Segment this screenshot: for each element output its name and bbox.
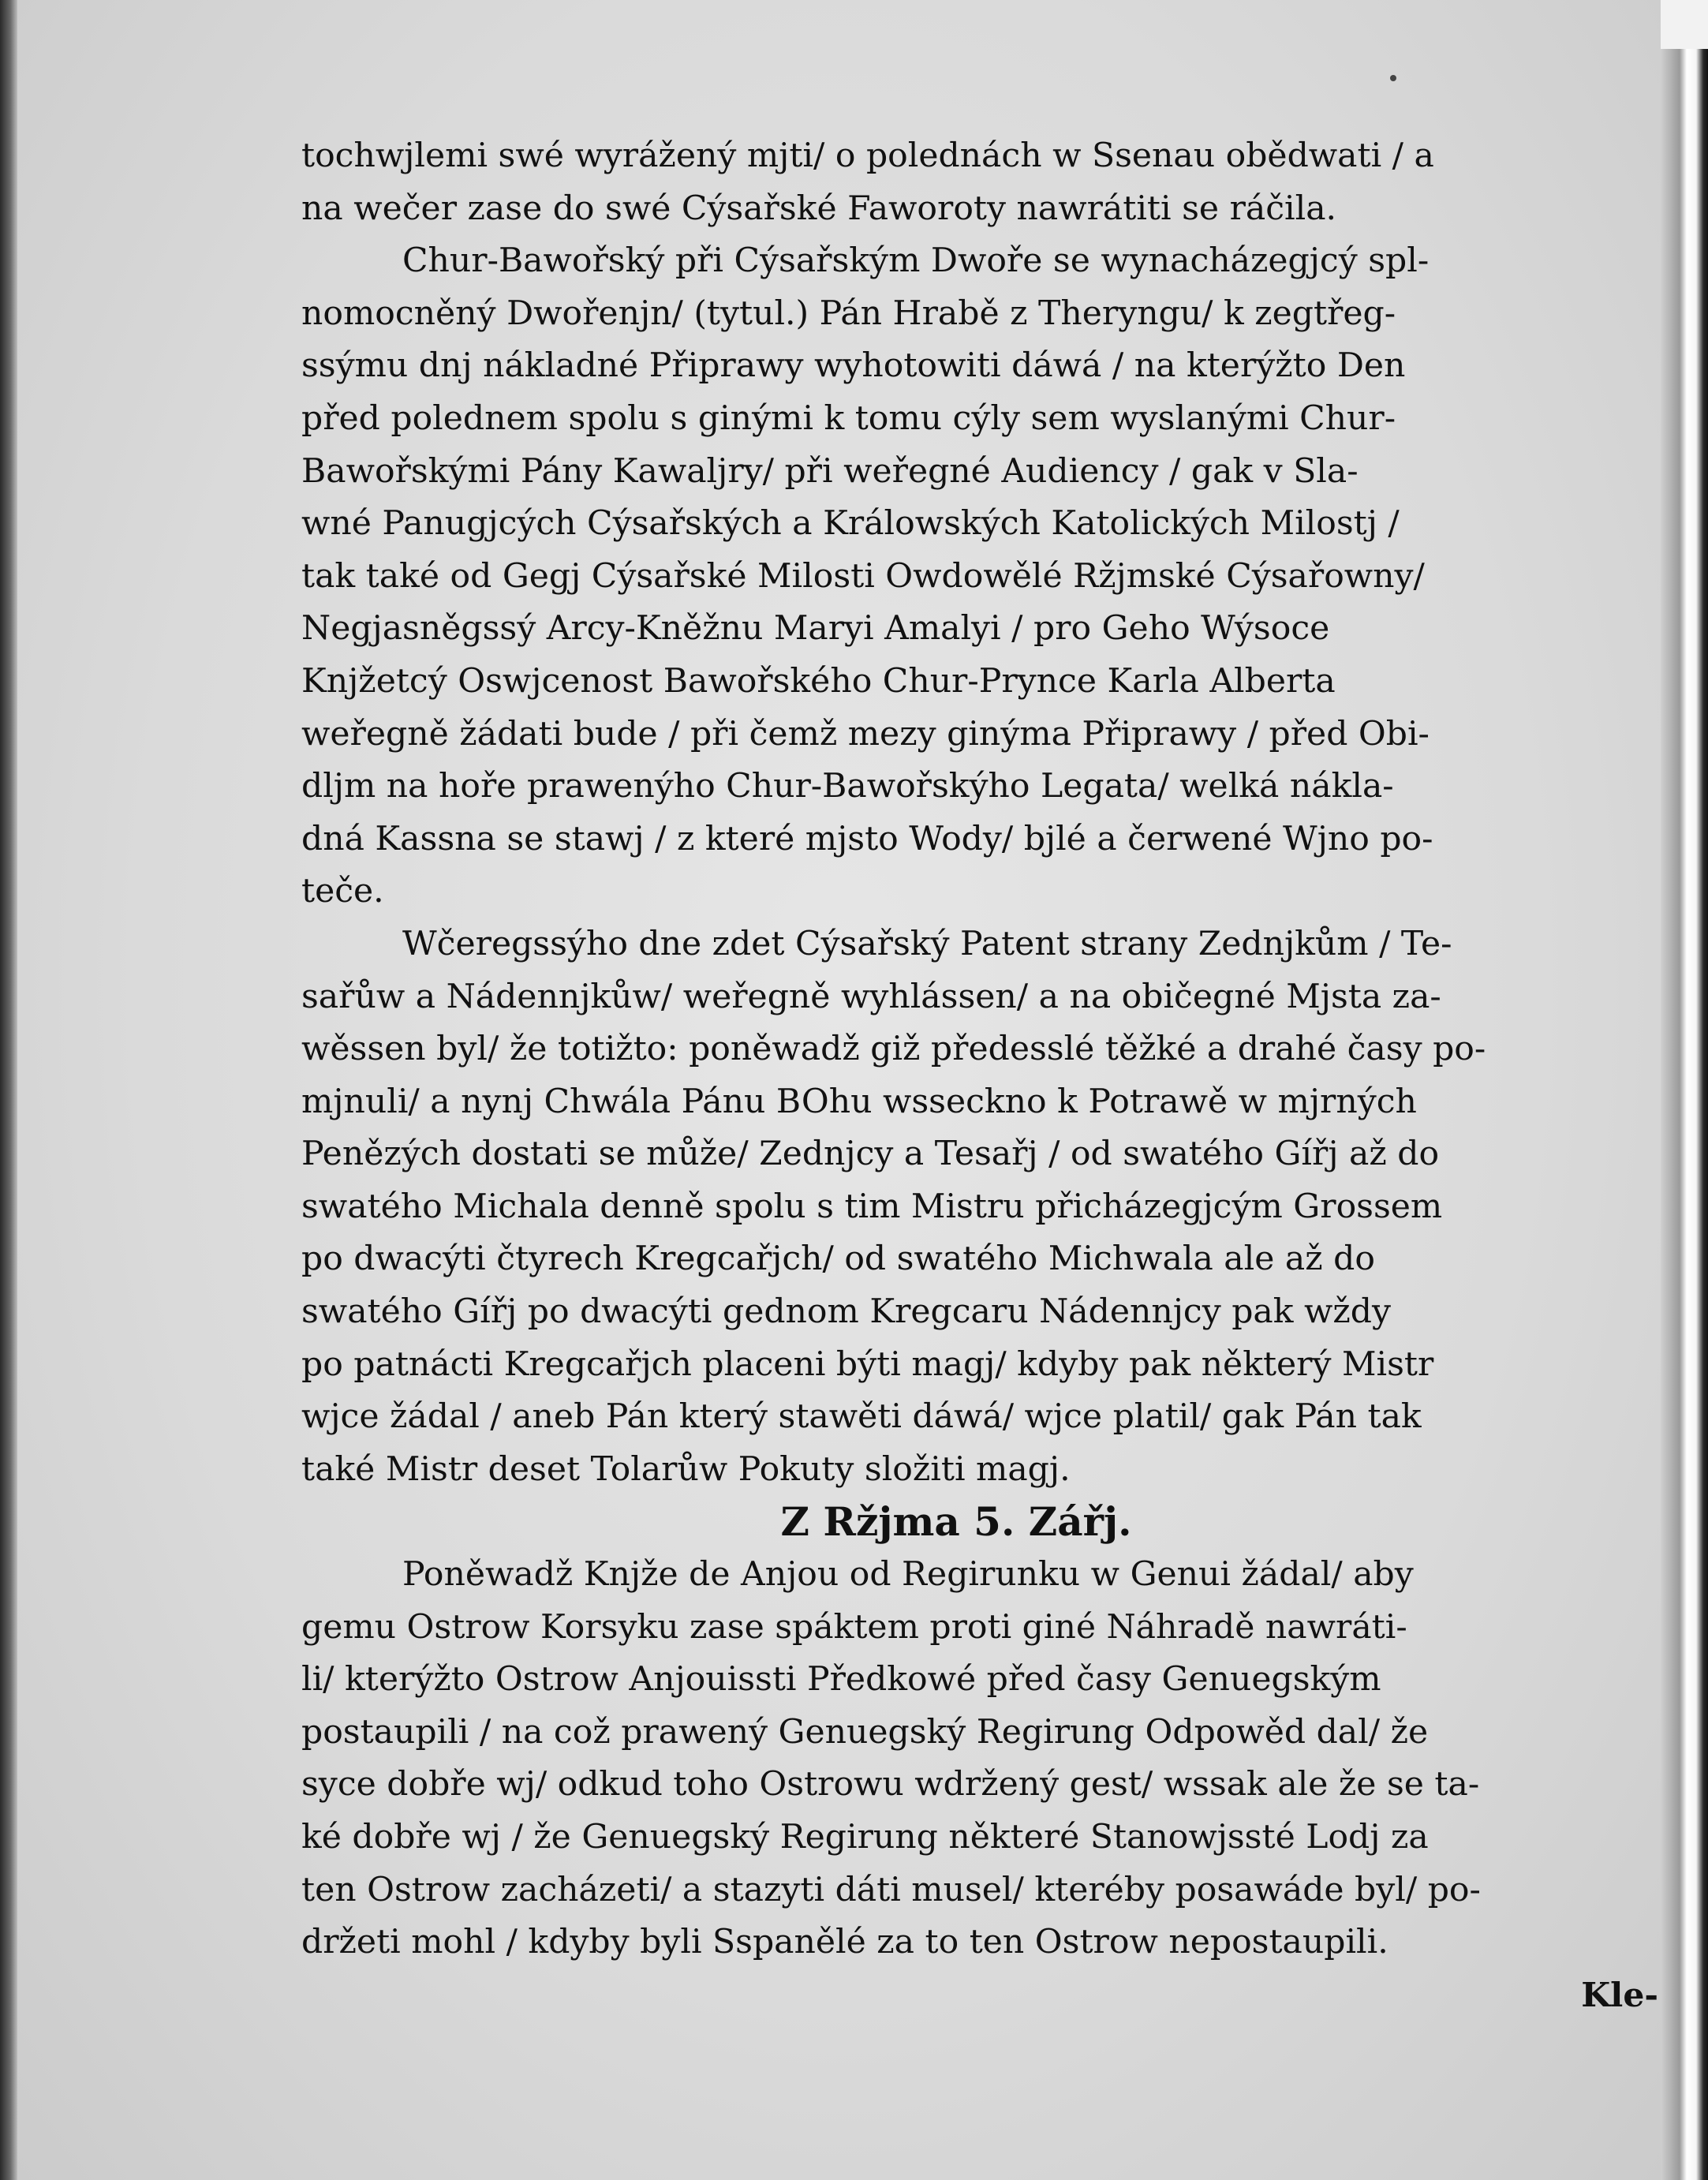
scan-left-edge xyxy=(0,0,17,2180)
text-line: swatého Michala denně spolu s tim Mistru přicházegjcým Grossem xyxy=(301,1187,1443,1226)
text-line: dljm na hoře prawenýho Chur-Bawořskýho Legata/ welká nákla- xyxy=(301,767,1394,806)
text-line: také Mistr deset Tolarůw Pokuty složiti magj. xyxy=(301,1449,1071,1489)
text-line: dná Kassna se stawj / z které mjsto Wody/ bjlé a čerwené Wjno po- xyxy=(301,819,1433,858)
text-line: ssýmu dnj nákladné Připrawy wyhotowiti dáwá / na kterýžto Den xyxy=(301,346,1406,386)
text-line: wěssen byl/ že totižto: poněwadž giž předesslé těžké a drahé časy po- xyxy=(301,1030,1486,1069)
text-line: Wčeregssýho dne zdet Cýsařský Patent strany Zednjkům / Te- xyxy=(402,924,1452,963)
text-line: wné Panugjcých Cýsařských a Králowských Katolických Milostj / xyxy=(301,504,1400,544)
text-line: sařůw a Nádennjkůw/ weřegně wyhlássen/ a na običegné Mjsta za- xyxy=(301,977,1441,1016)
text-line: gemu Ostrow Korsyku zase spáktem proti giné Náhradě nawráti- xyxy=(301,1607,1407,1647)
text-line: po patnácti Kregcařjch placeni býti magj/ kdyby pak některý Mistr xyxy=(301,1344,1434,1384)
text-line: Bawořskými Pány Kawaljry/ při weřegné Audiency / gak v Sla- xyxy=(301,451,1359,491)
dateline-heading: Z Ržjma 5. Zářj. xyxy=(780,1498,1132,1546)
text-line: Negjasněgssý Arcy-Kněžnu Maryi Amalyi / pro Geho Wýsoce xyxy=(301,609,1330,649)
text-line: Knjžetcý Oswjcenost Bawořského Chur-Prynce Karla Alberta xyxy=(301,661,1336,701)
ink-smudge xyxy=(1390,75,1396,81)
text-line: teče. xyxy=(301,872,384,911)
text-line: syce dobře wj/ odkud toho Ostrowu wdržený gest/ wssak ale že se ta- xyxy=(301,1765,1480,1804)
text-line: Poněwadž Knjže de Anjou od Regirunku w Genui žádal/ aby xyxy=(402,1555,1414,1595)
book-page xyxy=(17,0,1661,2180)
text-line: wjce žádal / aneb Pán který stawěti dáwá/ wjce platil/ gak Pán tak xyxy=(301,1397,1422,1437)
text-line: li/ kterýžto Ostrow Anjouissti Předkowé před časy Genuegským xyxy=(301,1660,1381,1700)
text-line: tak také od Gegj Cýsařské Milosti Owdowělé Ržjmské Cýsařowny/ xyxy=(301,556,1425,596)
text-line: postaupili / na což prawený Genuegský Regirung Odpowěd dal/ že xyxy=(301,1712,1429,1752)
page-text xyxy=(301,130,1658,2021)
text-line: před polednem spolu s ginými k tomu cýly sem wyslanými Chur- xyxy=(301,398,1396,438)
binding-shadow xyxy=(1661,0,1708,2180)
text-line: tochwjlemi swé wyrážený mjti/ o polednách w Ssenau obědwati / a xyxy=(301,136,1434,175)
text-line: ten Ostrow zacházeti/ a stazyti dáti musel/ kteréby posawáde byl/ po- xyxy=(301,1870,1481,1909)
catchword: Kle- xyxy=(1581,1975,1658,2015)
scan-top-gap xyxy=(1661,0,1708,49)
text-line: Chur-Bawořský při Cýsařským Dwoře se wynacházegjcý spl- xyxy=(402,241,1430,281)
text-line: mjnuli/ a nynj Chwála Pánu BOhu wsseckno k Potrawě w mjrných xyxy=(301,1082,1417,1121)
text-line: na wečer zase do swé Cýsařské Faworoty nawrátiti se ráčila. xyxy=(301,189,1337,228)
text-line: nomocněný Dwořenjn/ (tytul.) Pán Hrabě z Theryngu/ k zegtřeg- xyxy=(301,294,1396,333)
text-line: weřegně žádati bude / při čemž mezy ginýma Připrawy / před Obi- xyxy=(301,714,1430,753)
text-line: ké dobře wj / že Genuegský Regirung některé Stanowjssté Lodj za xyxy=(301,1818,1429,1857)
text-line: Penězých dostati se může/ Zednjcy a Tesařj / od swatého Gířj až do xyxy=(301,1135,1440,1174)
text-line: držeti mohl / kdyby byli Sspanělé za to ten Ostrow nepostaupili. xyxy=(301,1923,1388,1962)
text-line: swatého Gířj po dwacýti gednom Kregcaru Nádennjcy pak wždy xyxy=(301,1292,1392,1332)
text-line: po dwacýti čtyrech Kregcařjch/ od swatého Michwala ale až do xyxy=(301,1240,1375,1279)
